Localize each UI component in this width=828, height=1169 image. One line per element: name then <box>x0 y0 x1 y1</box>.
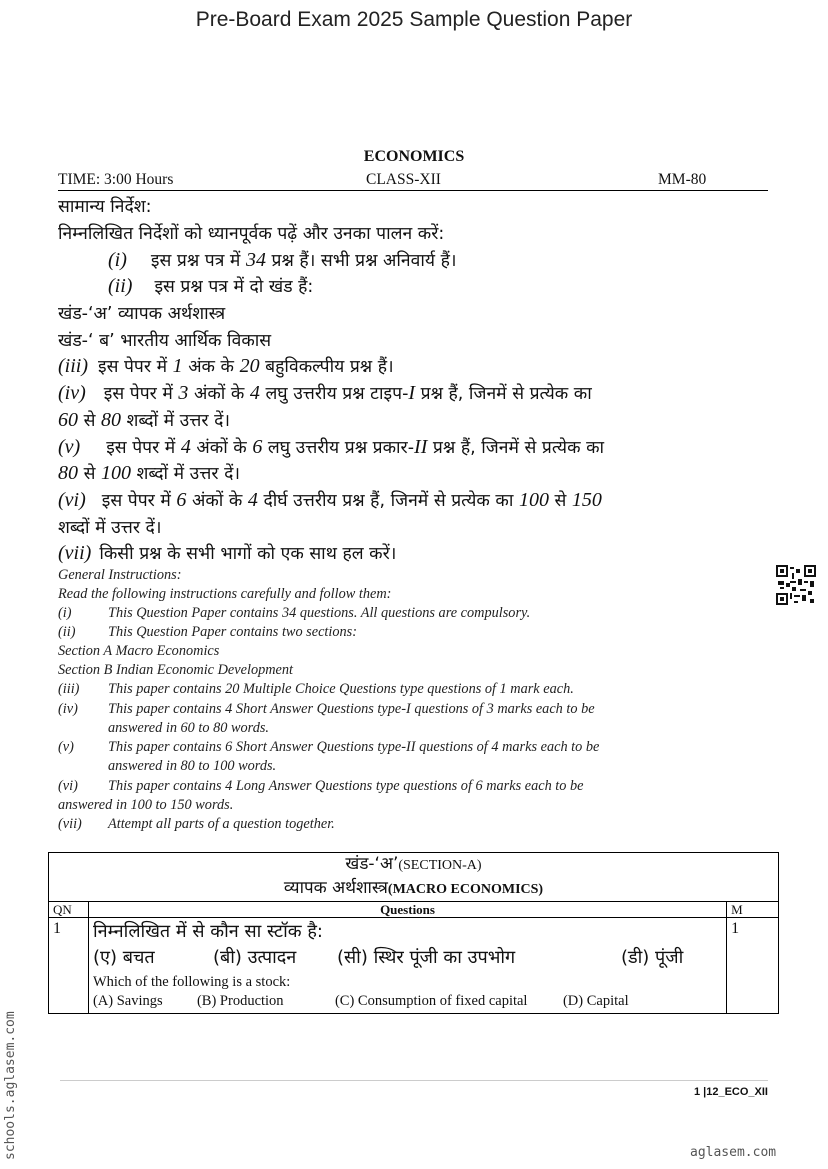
question-options-hindi <box>93 945 722 973</box>
english-instruction-v: This paper contains 6 Short Answer Questions type-II questions of 4 marks each to be <box>108 739 600 755</box>
hindi-section-b: खंड-‘ ब’ भारतीय आर्थिक विकास <box>58 331 272 351</box>
section-heading-row <box>49 853 779 902</box>
table-row <box>49 918 779 1014</box>
col-header-qn: QN <box>49 902 89 918</box>
english-instruction-vii-marker: (vii) <box>58 816 82 832</box>
english-section-a: Section A Macro Economics <box>58 643 220 659</box>
hindi-instruction-vi: (vi) इस पेपर में 6 अंकों के 4 दीर्घ उत्तरीय प्रश्न हैं, जिनमें से प्रत्येक का 100 से 150 <box>58 489 602 511</box>
english-instruction-iv: This paper contains 4 Short Answer Questions type-I questions of 3 marks each to be <box>108 701 595 717</box>
question-text-hindi: निम्नलिखित में से कौन सा स्टॉक है: <box>92 921 323 942</box>
question-text-english: Which of the following is a stock: <box>92 974 291 990</box>
english-instruction-iii: This paper contains 20 Multiple Choice Questions type questions of 1 mark each. <box>108 681 574 697</box>
option-c-english: (C) Consumption of fixed capital <box>334 993 528 1009</box>
english-instruction-v-cont: answered in 80 to 100 words. <box>108 758 277 774</box>
section-a-english: (SECTION-A) <box>398 858 482 873</box>
watermark-side: schools.aglasem.com <box>3 1011 18 1160</box>
hindi-instruction-vi-cont: शब्दों में उत्तर दें। <box>58 518 162 538</box>
english-instructions-intro: Read the following instructions carefully and follow them: <box>58 586 392 602</box>
column-header-row <box>49 902 779 918</box>
english-instruction-vi-cont: answered in 100 to 150 words. <box>58 797 234 813</box>
col-header-marks: M <box>727 902 779 918</box>
hindi-instruction-v-cont: 80 से 100 शब्दों में उत्तर दें। <box>58 462 241 484</box>
qr-code[interactable] <box>776 565 816 609</box>
page-banner: Pre-Board Exam 2025 Sample Question Paper <box>195 8 633 31</box>
hindi-instructions-title: सामान्य निर्देश: <box>58 197 152 217</box>
footer-rule <box>60 1080 768 1081</box>
hindi-instructions-intro: निम्नलिखित निर्देशों को ध्यानपूर्वक पढ़ें और उनका पालन करें: <box>58 224 445 244</box>
option-a-english: (A) Savings <box>92 993 163 1009</box>
exam-time: TIME: 3:00 Hours <box>58 171 174 188</box>
english-instruction-ii-marker: (ii) <box>58 624 76 640</box>
max-marks: MM-80 <box>658 171 707 188</box>
hindi-instruction-i: (i) इस प्रश्न पत्र में 34 प्रश्न हैं। सभी प्रश्न अनिवार्य हैं। <box>108 249 457 271</box>
english-instruction-vi-marker: (vi) <box>58 778 78 794</box>
hindi-instruction-vii: (vii) किसी प्रश्न के सभी भागों को एक साथ हल करें। <box>58 542 397 564</box>
english-instruction-i-marker: (i) <box>58 605 72 621</box>
english-instruction-ii: This Question Paper contains two sections: <box>108 624 357 640</box>
question-number: 1 <box>49 918 89 1014</box>
hindi-instruction-v: (v) इस पेपर में 4 अंकों के 6 लघु उत्तरीय प्रश्न प्रकार-II प्रश्न हैं, जिनमें से प्रत्येक का <box>58 436 605 458</box>
page-number: 1 |12_ECO_XII <box>693 1086 768 1098</box>
option-c-hindi: (सी) स्थिर पूंजी का उपभोग <box>336 947 516 968</box>
english-instruction-i: This Question Paper contains 34 questions. All questions are compulsory. <box>108 605 531 621</box>
hindi-instruction-ii: (ii) इस प्रश्न पत्र में दो खंड हैं: <box>108 275 314 297</box>
english-instruction-vi: This paper contains 4 Long Answer Questions type questions of 6 marks each to be <box>108 778 584 794</box>
english-instruction-iii-marker: (iii) <box>58 681 80 697</box>
hindi-instruction-iv-cont: 60 से 80 शब्दों में उत्तर दें। <box>58 409 231 431</box>
hindi-section-a: खंड-‘अ’ व्यापक अर्थशास्त्र <box>58 304 226 324</box>
english-instruction-iv-cont: answered in 60 to 80 words. <box>108 720 269 736</box>
option-b-hindi: (बी) उत्पादन <box>212 947 297 968</box>
subject-title: ECONOMICS <box>363 148 465 165</box>
english-instruction-v-marker: (v) <box>58 739 74 755</box>
section-a-hindi: खंड-‘अ’ <box>345 854 399 874</box>
header-rule <box>58 190 768 191</box>
exam-class: CLASS-XII <box>366 171 441 188</box>
watermark-bottom: aglasem.com <box>690 1145 777 1160</box>
macro-economics-english: (MACRO ECONOMICS) <box>387 882 544 897</box>
english-instruction-iv-marker: (iv) <box>58 701 78 717</box>
question-options-english <box>93 992 722 1011</box>
macro-economics-hindi: व्यापक अर्थशास्त्र <box>283 878 388 898</box>
question-marks: 1 <box>727 918 779 1014</box>
option-d-english: (D) Capital <box>562 993 629 1009</box>
hindi-instruction-iii: (iii) इस पेपर में 1 अंक के 20 बहुविकल्पीय प्रश्न हैं। <box>58 355 394 377</box>
option-d-hindi: (डी) पूंजी <box>620 947 684 968</box>
english-section-b: Section B Indian Economic Development <box>58 662 294 678</box>
english-instructions-title: General Instructions: <box>58 567 182 583</box>
col-header-questions: Questions <box>88 902 726 918</box>
option-b-english: (B) Production <box>196 993 284 1009</box>
question-table <box>48 852 779 1014</box>
hindi-instruction-iv: (iv) इस पेपर में 3 अंकों के 4 लघु उत्तरीय प्रश्न टाइप-I प्रश्न हैं, जिनमें से प्रत्येक का <box>58 382 592 404</box>
english-instruction-vii: Attempt all parts of a question together. <box>108 816 335 832</box>
option-a-hindi: (ए) बचत <box>92 947 155 968</box>
